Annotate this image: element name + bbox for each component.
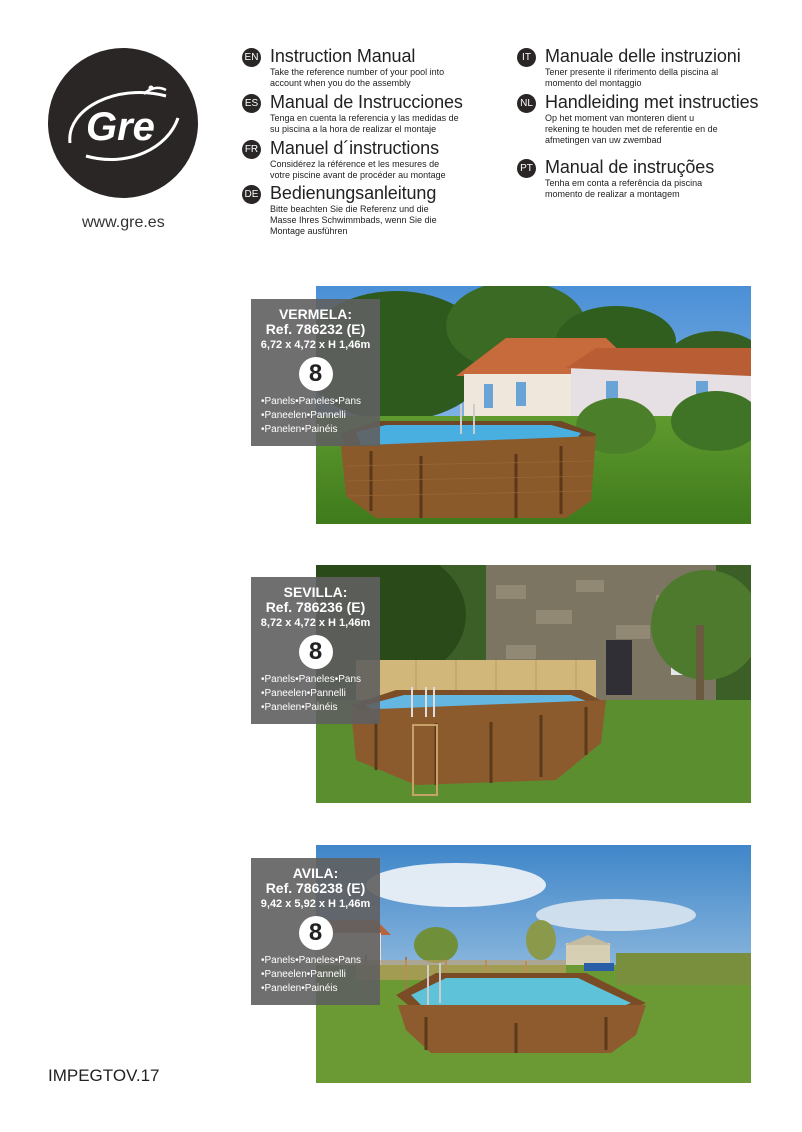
product-ref: Ref. 786238 (E) [265, 880, 366, 896]
lang-badge: ES [242, 94, 261, 113]
lang-badge: IT [517, 48, 536, 67]
lang-badge: DE [242, 185, 261, 204]
lang-desc: Tenga en cuenta la referencia y las medidas de su piscina a la hora de realizar el montaje [270, 113, 459, 134]
lang-title: Manual de instruções [545, 157, 715, 177]
product-ref: Ref. 786232 (E) [265, 321, 366, 337]
logo-swoosh-icon [48, 48, 198, 198]
lang-badge: FR [242, 140, 261, 159]
website-url[interactable]: www.gre.es [82, 214, 165, 231]
pool-photo-avila [316, 845, 751, 1083]
product-panel-avila [251, 858, 380, 1005]
panel-count: 8 [299, 635, 333, 669]
lang-title: Manuale delle instruzioni [545, 46, 741, 66]
panel-words: •Panels•Paneles•Pans •Paneelen•Pannelli •Panelen•Painéis [261, 674, 362, 713]
product-dimensions: 6,72 x 4,72 x H 1,46m [260, 339, 371, 351]
panel-count: 8 [299, 357, 333, 391]
lang-badge: PT [517, 159, 536, 178]
lang-badge: NL [517, 94, 536, 113]
lang-desc: Op het moment van monteren dient u rekening te houden met de referentie en de afmetingen van uw zwembad [545, 113, 718, 145]
lang-title: Manual de Instrucciones [270, 92, 463, 112]
product-ref: Ref. 786236 (E) [265, 599, 366, 615]
lang-desc: Tener presente il riferimento della piscina al momento del montaggio [545, 67, 719, 88]
product-name: AVILA: [292, 865, 339, 881]
lang-desc: Take the reference number of your pool into account when you do the assembly [270, 67, 445, 88]
product-name: VERMELA: [278, 306, 353, 322]
panel-words: •Panels•Paneles•Pans •Paneelen•Pannelli •Panelen•Painéis [261, 396, 362, 435]
lang-title: Instruction Manual [270, 46, 416, 66]
product-panel-vermela [251, 299, 380, 446]
document-code: IMPEGTOV.17 [48, 1066, 160, 1085]
lang-desc: Bitte beachten Sie die Referenz und die Masse Ihres Schwimmbads, wenn Sie die Montage ausführen [270, 204, 437, 236]
lang-title: Handleiding met instructies [545, 92, 759, 112]
lang-desc: Considérez la référence et les mesures de votre piscine avant de procéder au montage [270, 159, 446, 180]
lang-badge: EN [242, 48, 261, 67]
logo-text: Gre [86, 105, 155, 149]
lang-title: Bedienungsanleitung [270, 183, 437, 203]
product-panel-sevilla [251, 577, 380, 724]
pool-photo-vermela [316, 286, 751, 524]
lang-title: Manuel d´instructions [270, 138, 439, 158]
product-name: SEVILLA: [283, 584, 348, 600]
pool-photo-sevilla [316, 565, 751, 803]
panel-words: •Panels•Paneles•Pans •Paneelen•Pannelli •Panelen•Painéis [261, 955, 362, 994]
product-dimensions: 8,72 x 4,72 x H 1,46m [260, 617, 371, 629]
gre-logo [48, 48, 198, 198]
panel-count: 8 [299, 916, 333, 950]
lang-desc: Tenha em conta a referência da piscina momento de realizar a montagem [545, 178, 703, 199]
product-dimensions: 9,42 x 5,92 x H 1,46m [260, 898, 371, 910]
